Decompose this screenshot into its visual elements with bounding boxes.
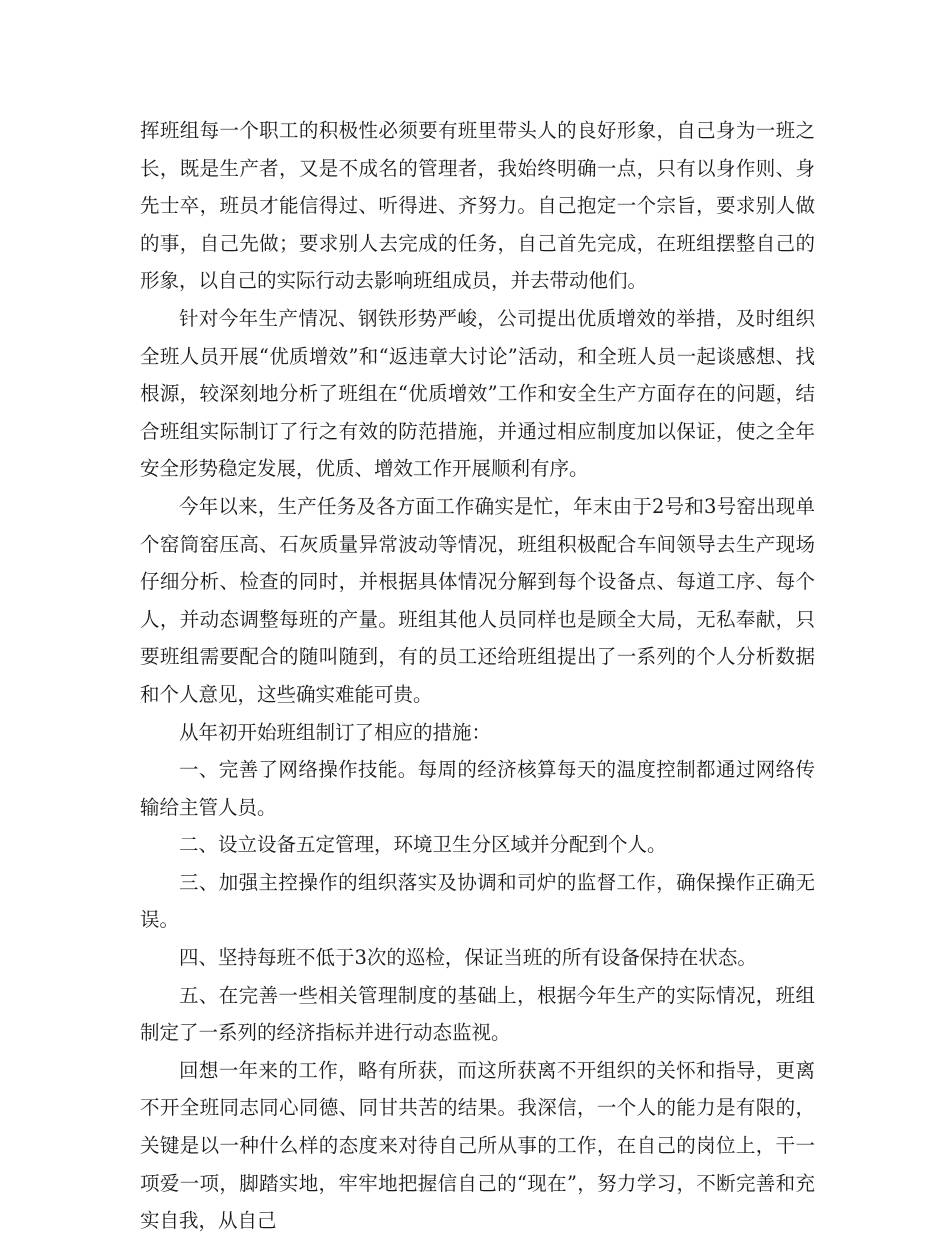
paragraph-measure-5: 五、在完善一些相关管理制度的基础上，根据今年生产的实际情况，班组制定了一系列的经济指标并进行动态监视。 [140, 983, 815, 1045]
paragraph-measure-2: 二、设立设备五定管理，环境卫生分区域并分配到个人。 [179, 833, 667, 857]
paragraph-measure-1: 一、完善了网络操作技能。每周的经济核算每天的温度控制都通过网络传输给主管人员。 [140, 758, 815, 819]
paragraph-production-tasks: 今年以来，生产任务及各方面工作确实是忙，年末由于2号和3号窑出现单个窑筒窑压高、石灰质量异常波动等情况，班组积极配合车间领导去生产现场仔细分析、检查的同时，并根据具体情况分解到每个设备点、每道工序、每个人，并动态调整每班的产量。班组其他人员同样也是顾全大局，无私奉献，只要班组需要配合的随叫随到，有的员工还给班组提出了一系列的个人分析数据和个人意见，这些确实难能可贵。 [140, 494, 815, 706]
paragraph-measure-3: 三、加强主控操作的组织落实及协调和司炉的监督工作，确保操作正确无误。 [140, 870, 815, 932]
paragraph-leadership: 挥班组每一个职工的积极性必须要有班里带头人的良好形象，自己身为一班之长，既是生产者，又是不成名的管理者，我始终明确一点，只有以身作则、身先士卒，班员才能信得过、听得进、齐努力。自己抱定一个宗旨，要求别人做的事，自己先做；要求别人去完成的任务，自己首先完成，在班组摆整自己的形象，以自己的实际行动去影响班组成员，并去带动他们。 [140, 119, 815, 293]
document-body [140, 112, 815, 1240]
paragraph-quality-efficiency: 针对今年生产情况、钢铁形势严峻，公司提出优质增效的举措，及时组织全班人员开展“优质增效”和“返违章大讨论”活动，和全班人员一起谈感想、找根源，较深刻地分析了班组在“优质增效”工作和安全生产方面存在的问题，结合班组实际制订了行之有效的防范措施，并通过相应制度加以保证，使之全年安全形势稳定发展，优质、增效工作开展顺利有序。 [140, 306, 815, 481]
paragraph-measures-intro: 从年初开始班组制订了相应的措施： [179, 720, 492, 744]
paragraph-reflection: 回想一年来的工作，略有所获，而这所获离不开组织的关怀和指导，更离不开全班同志同心同德、同甘共苦的结果。我深信，一个人的能力是有限的，关键是以一种什么样的态度来对待自己所从事的工作，在自己的岗位上，干一项爱一项，脚踏实地，牢牢地把握信自己的“现在”，努力学习，不断完善和充实自我，从自己 [140, 1058, 815, 1233]
paragraph-measure-4: 四、坚持每班不低于3次的巡检，保证当班的所有设备保持在状态。 [179, 946, 757, 970]
